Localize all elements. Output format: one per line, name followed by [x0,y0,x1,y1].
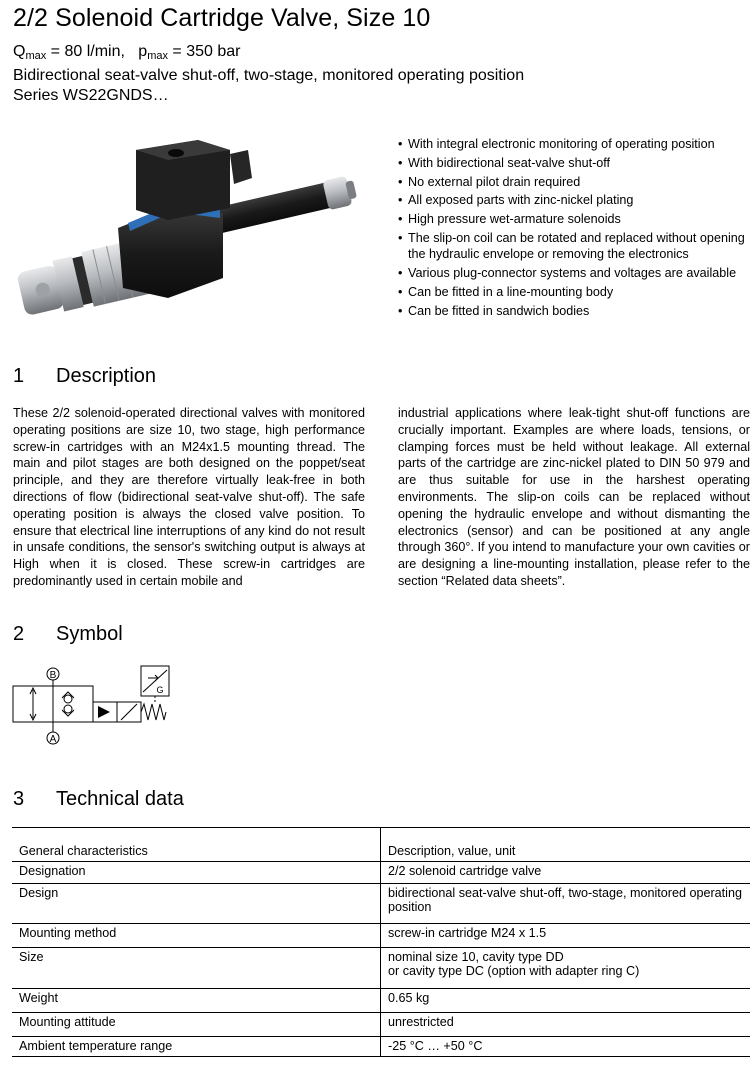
performance-specs [13,42,240,66]
table-header-cell: Description, value, unit [388,844,516,858]
q-value: = 80 l/min, [46,43,125,60]
port-b-label: B [49,670,57,681]
table-label-cell: Mounting method [12,923,381,947]
p-symbol: p [138,43,148,60]
feature-item: • High pressure wet-armature solenoids [398,211,748,227]
section-heading-symbol [13,623,123,646]
table-value-cell: screw-in cartridge M24 x 1.5 [388,925,547,940]
section-number: 2 [13,623,25,645]
table-value-cell [381,947,751,988]
table-label-cell: Ambient temperature range [12,1036,381,1056]
section-title: Symbol [56,623,123,645]
section-number: 1 [13,365,25,387]
description-column-2: industrial applications where leak-tight shut-off functions are crucially important. Examples are where loads, tensions, or clamping forces must be held without leakage. All external parts of the cartridge are zinc-nickel plated to DIN 50 979 and are thus suitable for use in the harshest operating environments. The slip-on coils can be replaced without opening the hydraulic envelope and without dismanting the electronics (sensor) and can be positioned at any angle through 360°. If you intend to manufacture your own cavities or are designing a line-mounting installation, please refer to the section “Related data sheets”. [398,406,750,588]
table-row [12,861,750,883]
section-number: 3 [13,788,25,810]
table-label-cell: Mounting attitude [12,1012,381,1036]
table-label-cell: Design [12,883,381,923]
feature-item: • All exposed parts with zinc-nickel plating [398,192,748,208]
table-value-cell: -25 °C … +50 °C [388,1038,483,1053]
feature-item: • With integral electronic monitoring of operating position [398,136,748,152]
table-value-cell: 2/2 solenoid cartridge valve [388,863,542,878]
table-value-line: or cavity type DC (option with adapter ring C) [388,964,640,978]
table-row [12,947,750,988]
port-g-label: G [156,685,164,695]
section-heading-description [13,365,156,388]
feature-item: • Various plug-connector systems and voltages are available [398,265,748,281]
subtitle-line: Bidirectional seat-valve shut-off, two-stage, monitored operating position [13,67,525,84]
table-row [12,988,750,1012]
q-symbol: Q [13,43,26,60]
table-label-cell: Designation [12,861,381,883]
section-title: Description [56,365,157,387]
feature-item: • Can be fitted in sandwich bodies [398,303,748,319]
table-header-row [12,828,750,862]
table-label-cell: Size [12,947,381,988]
q-subscript: max [25,50,47,62]
table-value-cell: bidirectional seat-valve shut-off, two-stage, monitored operating position [388,885,742,914]
page-title: 2/2 Solenoid Cartridge Valve, Size 10 [13,4,431,32]
technical-data-table [12,827,750,1057]
series-line: Series WS22GNDS… [13,87,169,104]
feature-item: • No external pilot drain required [398,174,748,190]
section-heading-technical-data [13,788,184,811]
p-subscript: max [147,50,168,62]
feature-item: • With bidirectional seat-valve shut-off [398,155,748,171]
table-row [12,923,750,947]
table-row [12,1036,750,1056]
valve-product-image [8,128,368,318]
table-value-cell: unrestricted [388,1014,454,1029]
feature-item: • The slip-on coil can be rotated and replaced without opening the hydraulic envelope or removing the electronics [398,230,748,263]
p-value: = 350 bar [167,43,241,60]
feature-list [398,136,748,321]
feature-item: • Can be fitted in a line-mounting body [398,284,748,300]
description-column-1: These 2/2 solenoid-operated directional valves with monitored operating positions are size 10, two stage, high performance screw-in cartridges with an M24x1.5 mounting thread. The main and pilot stages are both designed on the poppet/seat principle, and they are therefore virtually leak-free in both directions of flow (bidirectional seat-valve shut-off). The safe operating position is always the closed valve position. To ensure that electrical line interruptions of any kind do not result in unsafe conditions, the sensor's switching output is always at High when it is closed. These screw-in cartridges are predominantly used in certain mobile and [13,406,365,588]
table-value-cell: 0.65 kg [388,990,430,1005]
section-title: Technical data [56,788,184,810]
table-label-cell: Weight [12,988,381,1012]
hydraulic-symbol [8,658,183,748]
table-row [12,1012,750,1036]
port-a-label: A [49,734,57,745]
table-value-line: nominal size 10, cavity type DD [388,949,564,964]
table-header-cell: General characteristics [12,828,381,862]
table-row [12,883,750,923]
